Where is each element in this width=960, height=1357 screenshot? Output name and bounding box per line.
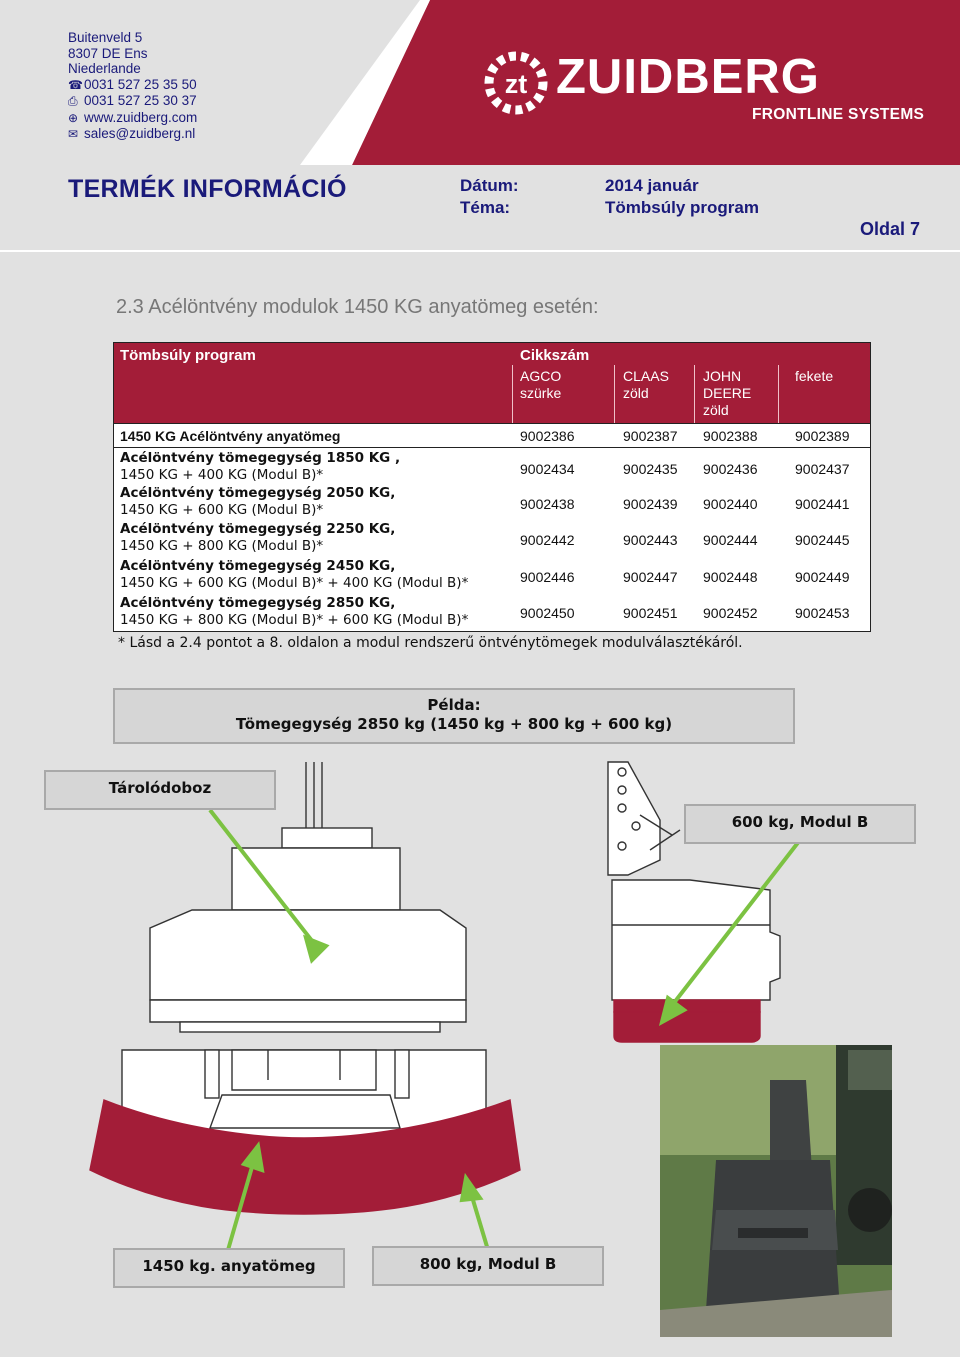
column-black: fekete: [795, 368, 834, 384]
table-row: Acélöntvény tömegegység 1850 KG , 1450 KG + 400 KG (Modul B)* 9002434 9002435 9002436 9002437: [114, 447, 870, 485]
tractor-photo: [660, 1045, 892, 1337]
header-left: Tömbsúly program: [120, 347, 256, 364]
phone-line: [68, 77, 197, 94]
table-row: Acélöntvény tömegegység 2850 KG, 1450 KG + 800 KG (Modul B)* + 600 KG (Modul B)* 9002450 9002451 9002452 9002453: [120, 595, 850, 628]
front-weight-top-drawing: [90, 762, 520, 1214]
column-john-deere: JOHN DEERE zöld: [703, 368, 752, 418]
column-claas: CLAAS zöld: [623, 368, 669, 401]
phone-number: 0031 527 25 35 50: [84, 76, 197, 92]
table-row: Acélöntvény tömegegység 2250 KG, 1450 KG + 800 KG (Modul B)* 9002442 9002443 9002444 9002445: [120, 521, 850, 554]
web-line[interactable]: [68, 110, 197, 127]
topic-label: Téma:: [460, 198, 511, 217]
website-link[interactable]: www.zuidberg.com: [84, 109, 198, 125]
table-row: Acélöntvény tömegegység 2050 KG, 1450 KG + 600 KG (Modul B)* 9002438 9002439 9002440 9002441: [120, 485, 850, 518]
email-link[interactable]: sales@zuidberg.nl: [84, 126, 196, 141]
product-table: [113, 342, 871, 632]
email-line[interactable]: [68, 126, 197, 143]
doc-title: TERMÉK INFORMÁCIÓ: [68, 175, 347, 203]
address-line-1: Buitenveld 5: [68, 30, 143, 45]
address-line-2: 8307 DE Ens: [68, 45, 148, 61]
callout-module-800: 800 kg, Modul B: [372, 1246, 604, 1286]
callout-module-600: 600 kg, Modul B: [684, 804, 916, 844]
date-label: Dátum:: [460, 176, 519, 195]
page-number: Oldal 7: [860, 219, 921, 239]
envelope-icon: ✉: [68, 127, 79, 141]
example-title: Példa:: [427, 696, 481, 714]
date-value: 2014 január: [605, 176, 699, 195]
header-divider: [0, 250, 960, 252]
example-box: [113, 688, 795, 744]
fax-number: 0031 527 25 30 37: [84, 93, 197, 108]
address-block: [68, 30, 197, 143]
column-agco: AGCO szürke: [520, 368, 562, 401]
table-row: 1450 KG Acélöntvény anyatömeg 9002386 9002387 9002388 9002389: [114, 423, 870, 448]
topic-value: Tömbsúly program: [605, 198, 759, 217]
table-row: Acélöntvény tömegegység 2450 KG, 1450 KG + 600 KG (Modul B)* + 400 KG (Modul B)* 9002446 9002447 9002448 9002449: [120, 558, 850, 591]
section-title: 2.3 Acélöntvény modulok 1450 KG anyatömeg esetén:: [116, 296, 599, 318]
fax-icon: ⎙: [68, 94, 78, 108]
header-code: Cikkszám: [520, 347, 590, 364]
zuidberg-logo-icon: [484, 42, 548, 124]
brand-name: ZUIDBERG: [556, 50, 820, 104]
callout-base-1450: 1450 kg. anyatömeg: [113, 1248, 345, 1288]
brand-tagline: FRONTLINE SYSTEMS: [752, 106, 925, 123]
table-header: [114, 343, 870, 423]
table-footnote: * Lásd a 2.4 pontot a 8. oldalon a modul rendszerű öntvénytömegek modulválasztékáról.: [118, 635, 743, 651]
example-text: Tömegegység 2850 kg (1450 kg + 800 kg + 600 kg): [235, 715, 673, 733]
globe-icon: ⊕: [68, 110, 79, 125]
callout-storage-box: Tárolódoboz: [44, 770, 276, 810]
address-line-3: Niederlande: [68, 61, 141, 76]
telephone-icon: ☎: [68, 77, 83, 92]
svg-text:zt: zt: [504, 69, 528, 99]
fax-line: [68, 93, 197, 110]
